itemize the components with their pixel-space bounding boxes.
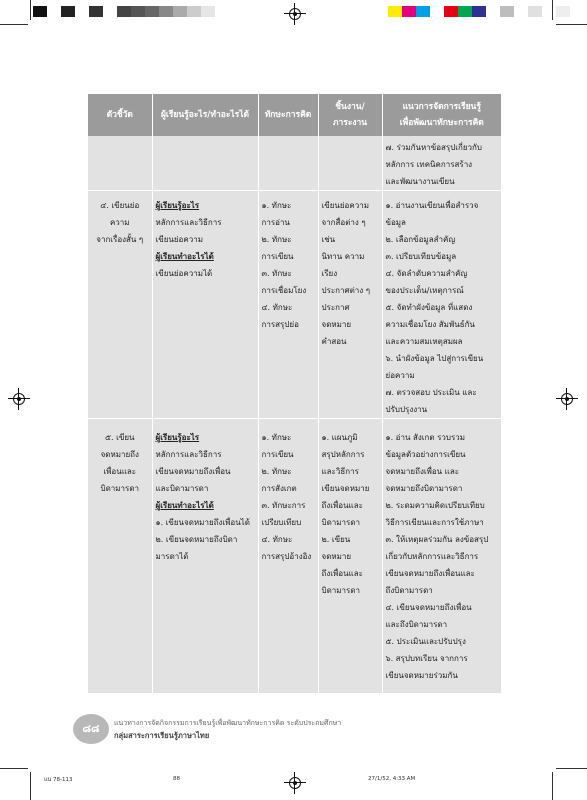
color-swatch — [528, 6, 542, 17]
cell-learning — [152, 191, 258, 419]
learning-plan-table — [88, 94, 501, 694]
footer-book-title: แนวทางการจัดกิจกรรมการเรียนรู้เพื่อพัฒนาทักษะการคิด ระดับประถมศึกษา — [114, 719, 342, 727]
header-teaching-approach: แนวการจัดการเรียนรู้ เพื่อพัฒนาทักษะการคิด — [382, 94, 501, 136]
crop-mark — [552, 0, 553, 20]
cell-task: ๑. แผนภูมิ สรุปหลักการ และวิธีการ เขียนจดหมาย ถึงเพื่อนและ บิดามารดา ๒. เขียนจดหมาย ถึงเพื่อนและ บิดามารดา — [318, 419, 382, 694]
cell-thinking-skill: ๑. ทักษะ การอ่าน ๒. ทักษะ การเขียน ๓. ทักษะ การเชื่อมโยง ๔. ทักษะ การสรุปย่อ — [258, 191, 318, 419]
cell-thinking-skill: ๑. ทักษะ การเขียน ๒. ทักษะ การสังเกต ๓. ทักษะการ เปรียบเทียบ ๔. ทักษะ การสรุปอ้างอิง — [258, 419, 318, 694]
color-swatch — [117, 6, 131, 17]
crop-mark — [30, 0, 31, 20]
header-task: ชิ้นงาน/ ภาระงาน — [318, 94, 382, 136]
crop-mark — [0, 24, 28, 25]
cell-indicator — [88, 136, 152, 191]
cell-line: ผู้เรียนทำอะไรได้ — [155, 501, 214, 510]
table-row — [88, 419, 501, 694]
color-swatch — [103, 6, 117, 17]
registration-mark-top-icon — [284, 3, 306, 25]
cell-line: ๑. เขียนจดหมายถึงเพื่อนได้ — [155, 518, 250, 527]
header-indicator: ตัวชี้วัด — [88, 94, 152, 136]
cell-thinking-skill — [258, 136, 318, 191]
crop-mark — [552, 772, 553, 800]
process-color-bar — [388, 6, 570, 17]
cell-learning — [152, 419, 258, 694]
cell-task: เขียนย่อความ จากสื่อต่าง ๆ เช่น นิทาน ความเรียง ประกาศต่าง ๆ ประกาศ จดหมาย คำสอน — [318, 191, 382, 419]
registration-mark-right-icon — [556, 388, 578, 410]
cell-teaching-approach: ๑. อ่าน สังเกต รวบรวม ข้อมูลตัวอย่างการเขียน จดหมายถึงเพื่อน และ จดหมายถึงบิดามารดา ๒. ระดมความคิดเปรียบเทียบ วิธีการเขียนและการใช้ภาษา ๓. ให้เหตุผลร่วมกัน ลงข้อสรุป เกี่ยวกับหลักการและวิธีการ เขียนจดหมายถึงเพื่อนและ ถึงบิดามารดา ๔. เขียนจดหมายถึงเพื่อน และถึงบิดามารดา ๕. ประเมินและปรับปรุง ๖. สรุปบทเรียน จากการ เขียนจดหมายร่วมกัน — [382, 419, 501, 694]
cell-line: ผู้เรียนรู้อะไร — [155, 201, 200, 210]
color-swatch — [458, 6, 472, 17]
color-swatch — [47, 6, 61, 17]
table-row — [88, 191, 501, 419]
color-swatch — [444, 6, 458, 17]
color-swatch — [145, 6, 159, 17]
cell-indicator: ๔. เขียนย่อความ จากเรื่องสั้น ๆ — [88, 191, 152, 419]
color-swatch — [500, 6, 514, 17]
slug-timestamp: 27/1/52, 4:33 AM — [368, 776, 416, 782]
cell-line: และบิดามารดา — [155, 484, 209, 493]
color-swatch — [472, 6, 486, 17]
header-learning: ผู้เรียนรู้อะไร/ทำอะไรได้ — [152, 94, 258, 136]
cell-line: เขียนจดหมายถึงเพื่อน — [155, 467, 231, 476]
footer-subject: กลุ่มสาระการเรียนรู้ภาษาไทย — [114, 731, 210, 740]
slug-page: 88 — [173, 776, 180, 782]
registration-mark-left-icon — [8, 388, 30, 410]
cell-line: ผู้เรียนทำอะไรได้ — [155, 252, 214, 261]
color-swatch — [33, 6, 47, 17]
color-swatch — [486, 6, 500, 17]
header-thinking-skill: ทักษะการคิด — [258, 94, 318, 136]
grayscale-color-bar — [33, 6, 215, 17]
cell-task — [318, 136, 382, 191]
table-header-row — [88, 94, 501, 136]
color-swatch — [201, 6, 215, 17]
cell-line: หลักการและวิธีการ — [155, 450, 222, 459]
cell-line: ๒. เขียนจดหมายถึงบิดา — [155, 535, 238, 544]
color-swatch — [542, 6, 556, 17]
cell-learning — [152, 136, 258, 191]
color-swatch — [173, 6, 187, 17]
table-row — [88, 136, 501, 191]
cell-line: เขียนย่อความได้ — [155, 269, 213, 278]
cell-line: เขียนย่อความ — [155, 235, 203, 244]
cell-line: มารดาได้ — [155, 552, 189, 561]
cell-indicator: ๕. เขียน จดหมายถึง เพื่อนและ บิดามารดา — [88, 419, 152, 694]
color-swatch — [514, 6, 528, 17]
crop-mark — [0, 768, 28, 769]
crop-mark — [30, 772, 31, 800]
crop-mark — [556, 24, 587, 25]
color-swatch — [159, 6, 173, 17]
crop-mark — [556, 768, 587, 769]
color-swatch — [61, 6, 75, 17]
page-number-badge: ๘๘ — [73, 714, 109, 744]
registration-mark-bottom-icon — [284, 772, 306, 794]
cell-teaching-approach: ๑. อ่านงานเขียนเพื่อสำรวจ ข้อมูล ๒. เลือกข้อมูลสำคัญ ๓. เปรียบเทียบข้อมูล ๔. จัดลำดับความสำคัญ ของประเด็น/เหตุการณ์ ๕. จัดทำผังข้อมูล ที่แสดง ความเชื่อมโยง สัมพันธ์กัน และความสมเหตุสมผล ๖. นำผังข้อมูล ไปสู่การเขียน ย่อความ ๗. ตรวจสอบ ประเมิน และ ปรับปรุงงาน — [382, 191, 501, 419]
color-swatch — [75, 6, 89, 17]
color-swatch — [416, 6, 430, 17]
color-swatch — [89, 6, 103, 17]
color-swatch — [187, 6, 201, 17]
color-swatch — [430, 6, 444, 17]
color-swatch — [402, 6, 416, 17]
color-swatch — [388, 6, 402, 17]
color-swatch — [556, 6, 570, 17]
cell-line: หลักการและวิธีการ — [155, 218, 222, 227]
color-swatch — [131, 6, 145, 17]
cell-teaching-approach: ๗. ร่วมกันหาข้อสรุปเกี่ยวกับ หลักการ เทคนิคการสร้าง และพัฒนางานเขียน — [382, 136, 501, 191]
slug-file-name: แน 78-113 — [44, 777, 73, 783]
cell-line: ผู้เรียนรู้อะไร — [155, 433, 200, 442]
